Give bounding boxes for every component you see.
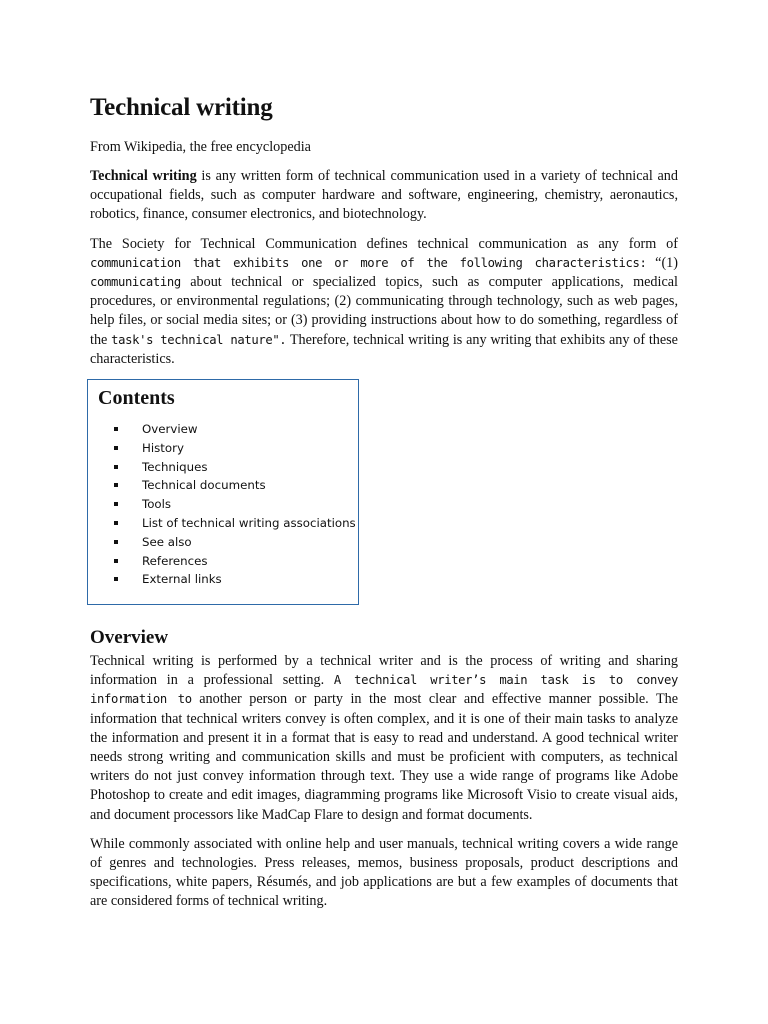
toc-item-label[interactable]: Overview (142, 422, 198, 437)
page-subtitle: From Wikipedia, the free encyclopedia (90, 139, 311, 155)
toc-title: Contents (98, 387, 175, 410)
toc-item-external-links[interactable] (114, 570, 358, 589)
overview-text-2: another person or party in the most clear and effective manner possible. The information that technical writers convey is often complex, and it is one of their main tasks to analyze the information and present it in a format that is easy to read and understand. A good technical writer needs strong writing and communication skills and must be proficient with computers, as technical writers do not just convey information through text. They use a wide range of programs like Adobe Photoshop to create and edit images, diagramming programs like Microsoft Visio to create visual aids, and document processors like MadCap Flare to design and format documents. (90, 691, 679, 823)
overview-mono: A technical writer’s main task is to convey information to (90, 673, 678, 707)
definition-text-1: The Society for Technical Communication defines technical communication as any form of (90, 235, 678, 252)
toc-item-see-also[interactable] (114, 533, 358, 552)
definition-mono-1: communication that exhibits one or more of the following characteristics: (90, 255, 647, 270)
bullet-icon (114, 559, 118, 563)
intro-paragraph (90, 167, 678, 225)
toc-item-techniques[interactable] (114, 458, 358, 477)
intro-bold-term: Technical writing (90, 168, 197, 184)
toc-item-tools[interactable] (114, 495, 358, 514)
definition-text-3: about technical or specialized topics, such as computer applications, medical procedures, or environmental regulations; (2) communicating through technology, such as web pages, help files, or social media sites; or (3) providing instructions about how to do something, regardless of the (90, 274, 678, 348)
definition-mono-3: task's technical nature". (111, 332, 287, 347)
toc-item-label[interactable]: References (142, 553, 208, 568)
bullet-icon (114, 465, 118, 469)
page-title: Technical writing (90, 94, 273, 121)
toc-item-overview[interactable] (114, 420, 358, 439)
intro-text: is any written form of technical communication used in a variety of technical and occupational fields, such as computer hardware and software, engineering, chemistry, aeronautics, robotics, finance, consumer electronics, and biotechnology. (90, 168, 678, 223)
definition-text-4: Therefore, technical writing is any writing that exhibits any of these characteristics. (90, 331, 678, 367)
definition-paragraph (90, 235, 678, 369)
definition-mono-2: communicating (90, 275, 181, 290)
toc-item-label[interactable]: Techniques (142, 459, 208, 474)
bullet-icon (114, 502, 118, 506)
bullet-icon (114, 521, 118, 525)
bullet-icon (114, 483, 118, 487)
toc-item-references[interactable] (114, 552, 358, 571)
article (90, 92, 678, 922)
bullet-icon (114, 577, 118, 581)
toc-item-label[interactable]: See also (142, 534, 192, 549)
toc-item-history[interactable] (114, 439, 358, 458)
toc-item-associations[interactable] (114, 514, 358, 533)
bullet-icon (114, 540, 118, 544)
overview-paragraph-2: While commonly associated with online help and user manuals, technical writing covers a wide range of genres and technologies. Press releases, memos, business proposals, product descriptions and specifications, white papers, Résumés, and job applications are but a few examples of documents that are considered forms of technical writing. (90, 835, 678, 910)
toc-item-technical-documents[interactable] (114, 476, 358, 495)
table-of-contents (87, 379, 359, 605)
toc-item-label[interactable]: History (142, 440, 184, 455)
toc-item-label[interactable]: List of technical writing associations (142, 516, 356, 531)
overview-heading: Overview (90, 627, 169, 649)
toc-item-label[interactable]: Tools (142, 497, 172, 512)
bullet-icon (114, 446, 118, 450)
toc-item-label[interactable]: Technical documents (142, 478, 266, 493)
bullet-icon (114, 427, 118, 431)
toc-item-label[interactable]: External links (142, 572, 222, 587)
overview-paragraph-1 (90, 652, 678, 825)
overview-text-1: Technical writing is performed by a technical writer and is the process of writing and sharing information in a professional setting. (90, 653, 678, 689)
toc-list (98, 420, 358, 589)
definition-text-2: “(1) (646, 254, 678, 271)
